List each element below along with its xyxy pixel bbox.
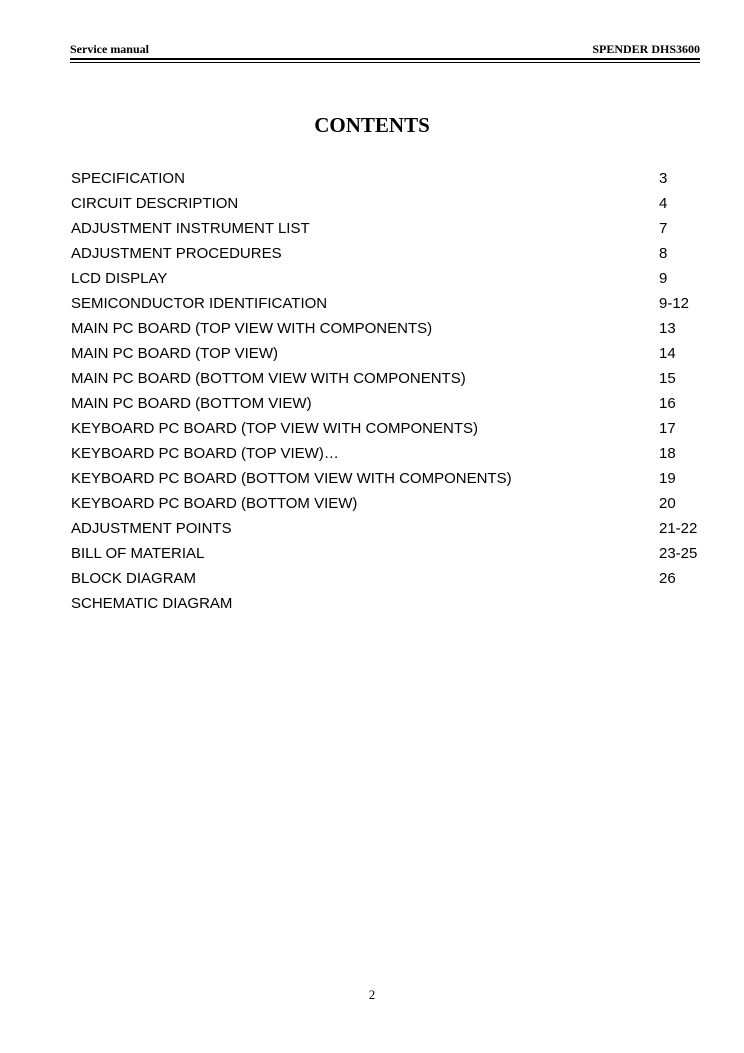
toc-entry-label: MAIN PC BOARD (TOP VIEW) bbox=[71, 345, 278, 362]
toc-entry-page: 4 bbox=[659, 195, 668, 212]
toc-entry-page: 19 bbox=[659, 470, 676, 487]
toc-entry[interactable] bbox=[71, 518, 701, 543]
toc-entry[interactable] bbox=[71, 543, 701, 568]
toc-entry-page: 13 bbox=[659, 320, 676, 337]
toc-entry-label: BILL OF MATERIAL bbox=[71, 545, 205, 562]
toc-entry-label: SEMICONDUCTOR IDENTIFICATION bbox=[71, 295, 328, 312]
toc-entry-page: 8 bbox=[659, 245, 668, 262]
toc-entry-label: KEYBOARD PC BOARD (TOP VIEW)… bbox=[71, 445, 339, 462]
page-header bbox=[70, 42, 700, 58]
header-document-type: Service manual bbox=[70, 42, 149, 56]
toc-entry-label: MAIN PC BOARD (TOP VIEW WITH COMPONENTS) bbox=[71, 320, 433, 337]
toc-entry-page: 21-22 bbox=[659, 520, 698, 537]
toc-entry[interactable] bbox=[71, 268, 701, 293]
toc-entry[interactable] bbox=[71, 443, 701, 468]
toc-entry-page: 18 bbox=[659, 445, 676, 462]
toc-entry-page: 16 bbox=[659, 395, 676, 412]
toc-entry[interactable] bbox=[71, 318, 701, 343]
toc-entry-label: LCD DISPLAY bbox=[71, 270, 168, 287]
toc-entry[interactable] bbox=[71, 343, 701, 368]
toc-entry[interactable] bbox=[71, 493, 701, 518]
toc-entry-label: ADJUSTMENT INSTRUMENT LIST bbox=[71, 220, 310, 237]
header-rule-thin bbox=[70, 62, 700, 63]
toc-entry-page: 17 bbox=[659, 420, 676, 437]
toc-entry-label: MAIN PC BOARD (BOTTOM VIEW) bbox=[71, 395, 312, 412]
toc-entry[interactable] bbox=[71, 568, 701, 593]
toc-entry[interactable] bbox=[71, 243, 701, 268]
toc-entry-page: 23-25 bbox=[659, 545, 698, 562]
header-model-name: SPENDER DHS3600 bbox=[592, 42, 700, 56]
toc-entry-label: SPECIFICATION bbox=[71, 170, 185, 187]
toc-entry[interactable] bbox=[71, 168, 701, 193]
toc-entry-page: 15 bbox=[659, 370, 676, 387]
toc-entry[interactable] bbox=[71, 193, 701, 218]
toc-entry-label: MAIN PC BOARD (BOTTOM VIEW WITH COMPONENTS) bbox=[71, 370, 466, 387]
toc-entry-page: 20 bbox=[659, 495, 676, 512]
toc-entry[interactable] bbox=[71, 418, 701, 443]
toc-entry[interactable] bbox=[71, 218, 701, 243]
toc-entry-label: ADJUSTMENT POINTS bbox=[71, 520, 232, 537]
page-title: CONTENTS bbox=[314, 113, 430, 137]
toc-entry-label: SCHEMATIC DIAGRAM bbox=[71, 595, 233, 612]
table-of-contents bbox=[71, 168, 701, 618]
toc-entry[interactable] bbox=[71, 593, 701, 618]
toc-entry-label: KEYBOARD PC BOARD (BOTTOM VIEW) bbox=[71, 495, 358, 512]
toc-entry-label: KEYBOARD PC BOARD (TOP VIEW WITH COMPONENTS) bbox=[71, 420, 478, 437]
toc-entry-page: 3 bbox=[659, 170, 668, 187]
toc-entry[interactable] bbox=[71, 393, 701, 418]
header-rule-thick bbox=[70, 58, 700, 60]
page-number: 2 bbox=[368, 987, 376, 1002]
toc-entry-page: 7 bbox=[659, 220, 668, 237]
toc-entry-page: 14 bbox=[659, 345, 676, 362]
toc-entry[interactable] bbox=[71, 368, 701, 393]
toc-entry[interactable] bbox=[71, 293, 701, 318]
toc-entry-page: 26 bbox=[659, 570, 676, 587]
toc-entry-page: 9 bbox=[659, 270, 668, 287]
toc-entry-label: ADJUSTMENT PROCEDURES bbox=[71, 245, 282, 262]
toc-entry-label: CIRCUIT DESCRIPTION bbox=[71, 195, 239, 212]
toc-entry-label: KEYBOARD PC BOARD (BOTTOM VIEW WITH COMPONENTS) bbox=[71, 470, 512, 487]
toc-entry[interactable] bbox=[71, 468, 701, 493]
toc-entry-page: 9-12 bbox=[659, 295, 690, 312]
toc-entry-label: BLOCK DIAGRAM bbox=[71, 570, 197, 587]
